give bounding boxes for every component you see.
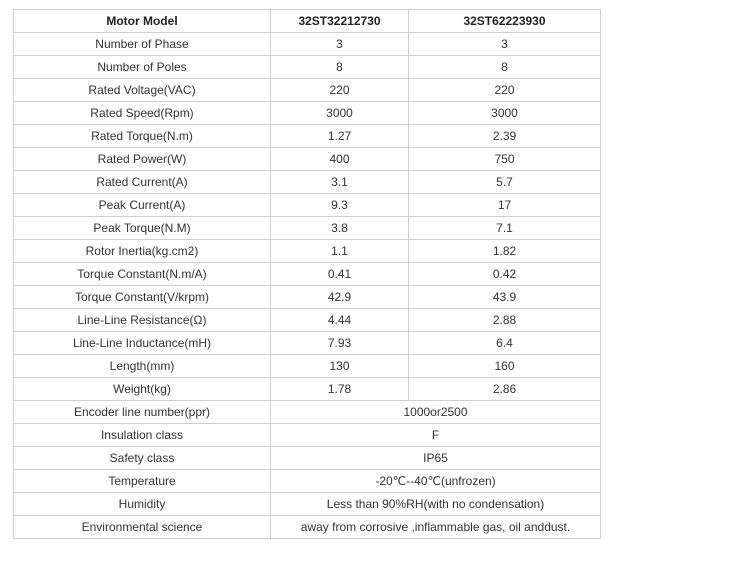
table-row bbox=[14, 332, 601, 355]
table-row bbox=[14, 102, 601, 125]
motor-spec-table bbox=[13, 9, 601, 539]
row-label: Rated Current(A) bbox=[14, 171, 271, 194]
row-label: Environmental science bbox=[14, 516, 271, 539]
value-cell: 9.3 bbox=[271, 194, 409, 217]
value-cell: 130 bbox=[271, 355, 409, 378]
row-label: Insulation class bbox=[14, 424, 271, 447]
table-row-shared bbox=[14, 401, 601, 424]
value-cell: 750 bbox=[409, 148, 601, 171]
row-label: Peak Torque(N.M) bbox=[14, 217, 271, 240]
header-cell-model-1: 32ST32212730 bbox=[271, 10, 409, 33]
row-label: Length(mm) bbox=[14, 355, 271, 378]
value-cell: 1.82 bbox=[409, 240, 601, 263]
value-cell: 1.78 bbox=[271, 378, 409, 401]
row-label: Rated Power(W) bbox=[14, 148, 271, 171]
row-label: Number of Poles bbox=[14, 56, 271, 79]
table-row bbox=[14, 194, 601, 217]
header-cell-model-2: 32ST62223930 bbox=[409, 10, 601, 33]
table-row bbox=[14, 378, 601, 401]
value-cell: 6.4 bbox=[409, 332, 601, 355]
value-cell: 400 bbox=[271, 148, 409, 171]
value-cell: 2.86 bbox=[409, 378, 601, 401]
row-label: Encoder line number(ppr) bbox=[14, 401, 271, 424]
value-cell: 17 bbox=[409, 194, 601, 217]
shared-value-cell: -20℃--40℃(unfrozen) bbox=[271, 470, 601, 493]
value-cell: 2.39 bbox=[409, 125, 601, 148]
row-label: Rated Torque(N.m) bbox=[14, 125, 271, 148]
value-cell: 7.1 bbox=[409, 217, 601, 240]
table-row bbox=[14, 309, 601, 332]
row-label: Rotor Inertia(kg.cm2) bbox=[14, 240, 271, 263]
table-row bbox=[14, 217, 601, 240]
value-cell: 3 bbox=[409, 33, 601, 56]
value-cell: 4.44 bbox=[271, 309, 409, 332]
shared-value-cell: 1000or2500 bbox=[271, 401, 601, 424]
row-label: Line-Line Resistance(Ω) bbox=[14, 309, 271, 332]
value-cell: 8 bbox=[409, 56, 601, 79]
value-cell: 3000 bbox=[271, 102, 409, 125]
table-row-shared bbox=[14, 516, 601, 539]
table-row bbox=[14, 56, 601, 79]
table-row bbox=[14, 125, 601, 148]
table-row bbox=[14, 148, 601, 171]
value-cell: 3 bbox=[271, 33, 409, 56]
value-cell: 3000 bbox=[409, 102, 601, 125]
table-row bbox=[14, 33, 601, 56]
table-row bbox=[14, 240, 601, 263]
value-cell: 43.9 bbox=[409, 286, 601, 309]
row-label: Torque Constant(V/krpm) bbox=[14, 286, 271, 309]
value-cell: 220 bbox=[409, 79, 601, 102]
value-cell: 3.1 bbox=[271, 171, 409, 194]
value-cell: 5.7 bbox=[409, 171, 601, 194]
shared-value-cell: Less than 90%RH(with no condensation) bbox=[271, 493, 601, 516]
value-cell: 1.27 bbox=[271, 125, 409, 148]
value-cell: 220 bbox=[271, 79, 409, 102]
row-label: Weight(kg) bbox=[14, 378, 271, 401]
row-label: Safety class bbox=[14, 447, 271, 470]
value-cell: 0.41 bbox=[271, 263, 409, 286]
table-row-shared bbox=[14, 447, 601, 470]
table-row bbox=[14, 79, 601, 102]
table-row-shared bbox=[14, 470, 601, 493]
shared-value-cell: away from corrosive ,inflammable gas, oil anddust. bbox=[271, 516, 601, 539]
header-cell-motor-model: Motor Model bbox=[14, 10, 271, 33]
value-cell: 3.8 bbox=[271, 217, 409, 240]
value-cell: 42.9 bbox=[271, 286, 409, 309]
shared-value-cell: F bbox=[271, 424, 601, 447]
value-cell: 2.88 bbox=[409, 309, 601, 332]
row-label: Torque Constant(N.m/A) bbox=[14, 263, 271, 286]
table-row bbox=[14, 355, 601, 378]
row-label: Peak Current(A) bbox=[14, 194, 271, 217]
table-row bbox=[14, 286, 601, 309]
row-label: Number of Phase bbox=[14, 33, 271, 56]
value-cell: 1.1 bbox=[271, 240, 409, 263]
row-label: Rated Voltage(VAC) bbox=[14, 79, 271, 102]
table-row-shared bbox=[14, 424, 601, 447]
table-row bbox=[14, 171, 601, 194]
shared-value-cell: IP65 bbox=[271, 447, 601, 470]
row-label: Humidity bbox=[14, 493, 271, 516]
value-cell: 0.42 bbox=[409, 263, 601, 286]
row-label: Rated Speed(Rpm) bbox=[14, 102, 271, 125]
table-row-shared bbox=[14, 493, 601, 516]
row-label: Line-Line Inductance(mH) bbox=[14, 332, 271, 355]
value-cell: 7.93 bbox=[271, 332, 409, 355]
value-cell: 8 bbox=[271, 56, 409, 79]
value-cell: 160 bbox=[409, 355, 601, 378]
table-row bbox=[14, 263, 601, 286]
row-label: Temperature bbox=[14, 470, 271, 493]
table-header-row bbox=[14, 10, 601, 33]
